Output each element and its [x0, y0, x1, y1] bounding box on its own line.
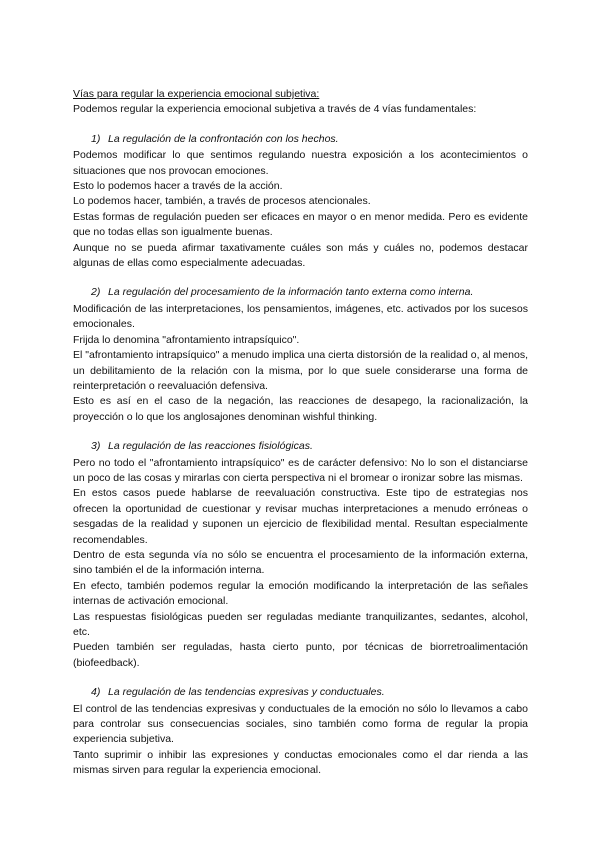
section-number: 1): [91, 132, 101, 145]
paragraph: Lo podemos hacer, también, a través de procesos atencionales.: [73, 195, 371, 208]
section-heading-text: La regulación de la confrontación con los hechos.: [108, 132, 339, 145]
paragraph: En efecto, también podemos regular la emoción modificando la interpretación de las señales internas de activación emocional.: [73, 579, 528, 608]
section-heading-text: La regulación de las reacciones fisiológicas.: [108, 440, 313, 453]
paragraph: Podemos modificar lo que sentimos regulando nuestra exposición a los acontecimientos o situaciones que nos provocan emociones.: [73, 149, 528, 177]
paragraph: Frijda lo denomina "afrontamiento intrapsíquico".: [73, 333, 300, 346]
paragraph: Modificación de las interpretaciones, los pensamientos, imágenes, etc. activados por los sucesos emocionales.: [73, 302, 528, 331]
paragraph: Estas formas de regulación pueden ser eficaces en mayor o en menor medida. Pero es evidente que no todas ellas son igualmente buenas.: [73, 210, 528, 239]
paragraph: Esto lo podemos hacer a través de la acción.: [73, 180, 283, 193]
paragraph: Pueden también ser reguladas, hasta cierto punto, por técnicas de biorretroalimentación (biofeedback).: [73, 641, 528, 669]
paragraph: El control de las tendencias expresivas y conductuales de la emoción no sólo lo llevamos a cabo para controlar sus consecuencias sociales, sino también como forma de regular la propia experiencia subjetiva.: [73, 702, 528, 746]
paragraph: Dentro de esta segunda vía no sólo se encuentra el procesamiento de la información externa, sino también el de la información interna.: [73, 548, 528, 577]
section-number: 2): [91, 286, 101, 299]
paragraph: Aunque no se pueda afirmar taxativamente cuáles son más y cuáles no, podemos destacar algunas de ellas como especialmente adecuadas.: [73, 241, 528, 270]
section-heading-2: [73, 285, 528, 300]
document-body: [73, 87, 528, 779]
paragraph: Las respuestas fisiológicas pueden ser reguladas mediante tranquilizantes, sedantes, alcohol, etc.: [73, 610, 528, 638]
intro-paragraph: Podemos regular la experiencia emocional subjetiva a través de 4 vías fundamentales:: [73, 103, 477, 116]
section-number: 4): [91, 686, 101, 699]
paragraph: Esto es así en el caso de la negación, las reacciones de desapego, la racionalización, la proyección o lo que los anglosajones denominan wishful thinking.: [73, 395, 528, 423]
paragraph: Tanto suprimir o inhibir las expresiones y conductas emocionales como el dar rienda a las mismas sirven para regular la experiencia emocional.: [73, 748, 528, 777]
paragraph: Pero no todo el "afrontamiento intrapsíquico" es de carácter defensivo: No lo son el distanciarse un poco de las cosas y mirarlas con cierta perspectiva ni el bromear o ironizar sobre las mismas.: [73, 456, 528, 484]
section-heading-text: La regulación del procesamiento de la información tanto externa como interna.: [108, 286, 474, 299]
section-heading-1: [73, 132, 528, 147]
section-number: 3): [91, 440, 101, 453]
section-heading-3: [73, 439, 528, 454]
document-title: Vías para regular la experiencia emocional subjetiva:: [73, 88, 320, 100]
section-heading-4: [73, 685, 528, 700]
paragraph: En estos casos puede hablarse de reevaluación constructiva. Este tipo de estrategias nos ofrecen la oportunidad de cuestionar y revisar muchas interpretaciones a menudo erróneas o sesgadas de la realidad y suponen un ejercicio de flexibilidad mental. Resultan especialmente recomendables.: [73, 487, 528, 546]
paragraph: El "afrontamiento intrapsíquico" a menudo implica una cierta distorsión de la realidad o, al menos, un debilitamiento de la relación con la misma, por lo que suele considerarse una forma de reinterpretación o reevaluación defensiva.: [73, 349, 528, 392]
section-heading-text: La regulación de las tendencias expresivas y conductuales.: [108, 686, 385, 699]
